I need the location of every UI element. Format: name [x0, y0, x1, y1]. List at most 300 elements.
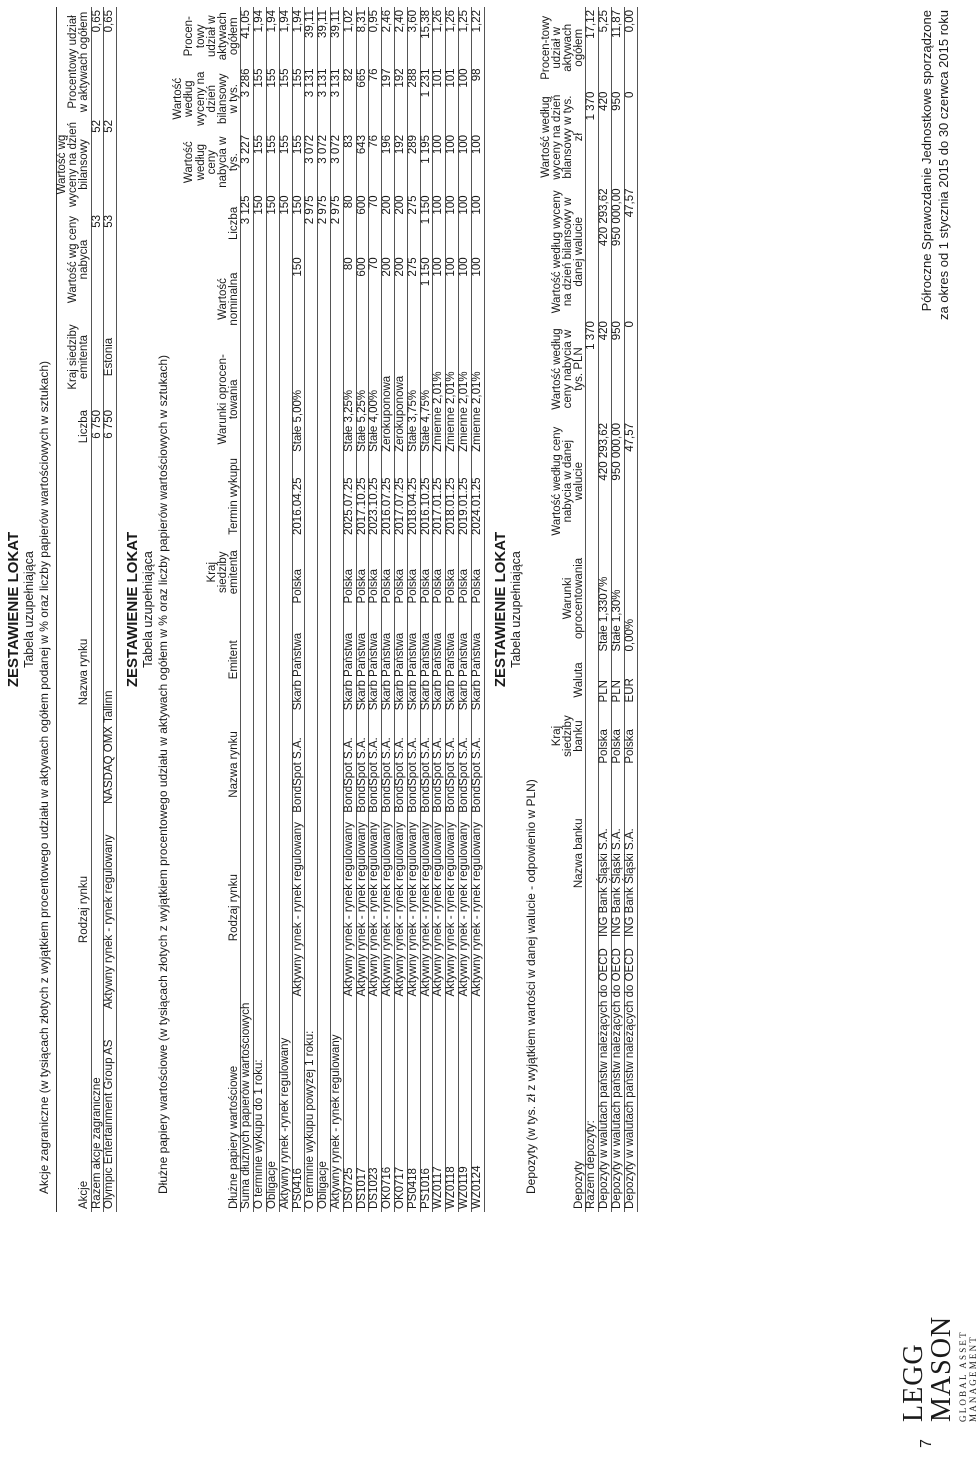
table-cell: 82	[343, 65, 356, 131]
table-cell	[241, 254, 254, 343]
header-cell: Dłużne papiery wartościowe	[173, 1000, 241, 1212]
table-cell: 275	[407, 192, 420, 254]
table-cell	[267, 455, 280, 538]
header-cell: Warunki oprocentowania	[541, 542, 586, 654]
table-cell: 3 125	[241, 192, 254, 254]
table-cell: 2017.10.25	[356, 455, 369, 538]
table-cell: 2024.01.25	[471, 455, 484, 538]
table-cell: 1 370	[586, 318, 599, 420]
table-cell: 197	[382, 65, 395, 131]
table-cell: Skarb Państwa	[343, 606, 356, 713]
table-cell: 950	[611, 318, 624, 420]
table-cell: Aktywny rynek - rynek regulowany	[331, 1000, 344, 1212]
table-cell: 1 370	[586, 89, 599, 186]
table-cell: 41,05	[241, 7, 254, 65]
table-cell: 3 131	[331, 65, 344, 131]
table-cell: PLN	[599, 655, 612, 706]
table-cell: BondSpot S.A.	[433, 713, 446, 816]
table-cell	[305, 816, 318, 1000]
table-cell	[267, 606, 280, 713]
table-cell: 70	[369, 192, 382, 254]
table-cell: 3 286	[241, 65, 254, 131]
header-row	[541, 7, 586, 1212]
table-cell	[279, 816, 292, 1000]
header-cell: Liczba	[173, 192, 241, 254]
table-cell: 2016.07.25	[382, 455, 395, 538]
header-cell: Liczba	[57, 407, 92, 537]
table-cell	[241, 606, 254, 713]
table-cell: 100	[433, 132, 446, 192]
table-cell	[318, 606, 331, 713]
header-cell: Kraj siedziby emitenta	[57, 307, 92, 407]
table-cell	[241, 344, 254, 455]
section-description: Akcje zagraniczne (w tysiącach złotych z wyjątkiem procentowego udziału w aktywach ogółem podanej w % oraz liczby papierów wartościowych w sztukach)	[37, 360, 51, 1194]
table-cell: 76	[369, 65, 382, 131]
table-cell: Aktywny rynek - rynek regulowany	[292, 816, 305, 1000]
table-cell: Polska	[369, 538, 382, 606]
header-cell: Warunki oprocen-towania	[173, 344, 241, 455]
table-cell: Stałe 1,3307%	[599, 542, 612, 654]
table-cell: 155	[254, 132, 267, 192]
table-cell	[267, 816, 280, 1000]
table-cell: Aktywny rynek - rynek regulowany	[343, 816, 356, 1000]
table-row	[318, 7, 331, 1212]
table-cell: Zmienne 2,01%	[458, 344, 471, 455]
table-row	[586, 7, 599, 1212]
header-row	[57, 7, 92, 1212]
table-cell: 47,57	[624, 420, 637, 542]
table-cell: 420	[599, 318, 612, 420]
table-cell: 1,26	[433, 7, 446, 65]
table-cell: 52	[104, 117, 117, 212]
logo-main-text: LEGG MASON	[898, 1315, 957, 1422]
table-cell: Skarb Państwa	[394, 606, 407, 713]
table-cell: 2 975	[318, 192, 331, 254]
deposits-table	[541, 7, 638, 1212]
table-cell: 288	[407, 65, 420, 131]
table-cell	[318, 254, 331, 343]
table-cell: Aktywny rynek - rynek regulowany	[471, 816, 484, 1000]
section-subtitle: Tabela uzupełniająca	[22, 551, 36, 668]
table-cell: BondSpot S.A.	[382, 713, 395, 816]
table-cell: Stałe 3,25%	[343, 344, 356, 455]
table-cell: Aktywny rynek - rynek regulowany	[356, 816, 369, 1000]
header-cell: Procentowy udział w aktywach ogółem	[57, 7, 92, 117]
table-cell: 1,26	[446, 7, 459, 65]
table-cell: Aktywny rynek - rynek regulowany	[104, 807, 117, 1012]
table-cell	[254, 713, 267, 816]
table-cell: 3 227	[241, 132, 254, 192]
table-cell	[267, 344, 280, 455]
section-description: Dłużne papiery wartościowe (w tysiącach złotych z wyjątkiem procentowego udziału w aktywach ogółem w % oraz liczby papierów wartościowych w sztukach)	[156, 354, 171, 1194]
table-body	[241, 7, 484, 1212]
table-cell	[318, 344, 331, 455]
table-cell: 289	[407, 132, 420, 192]
section-foreign-shares	[6, 7, 117, 1212]
table-cell: 643	[356, 132, 369, 192]
table-cell: 192	[394, 132, 407, 192]
table-cell: Skarb Państwa	[458, 606, 471, 713]
table-cell: Aktywny rynek - rynek regulowany	[446, 816, 459, 1000]
table-cell: Razem depozyty:	[586, 940, 599, 1212]
table-cell: 70	[369, 254, 382, 343]
table-cell: 100	[471, 254, 484, 343]
header-cell: Nazwa rynku	[57, 537, 92, 807]
table-cell: Aktywny rynek -rynek regulowany	[279, 1000, 292, 1212]
table-cell: Skarb Państwa	[433, 606, 446, 713]
page-number: 7	[918, 1439, 935, 1448]
table-cell: OK0717	[394, 1000, 407, 1212]
table-cell: 150	[279, 192, 292, 254]
footer-line-2: za okres od 1 stycznia 2015 do 30 czerwca 2015 roku	[936, 10, 951, 321]
table-cell	[279, 538, 292, 606]
table-cell: BondSpot S.A.	[471, 713, 484, 816]
table-cell: Aktywny rynek - rynek regulowany	[394, 816, 407, 1000]
header-cell: Akcje	[57, 1012, 92, 1212]
header-cell: Wartość według ceny nabycia w tys.	[173, 132, 241, 192]
header-cell: Nazwa rynku	[173, 713, 241, 816]
table-cell: Skarb Państwa	[369, 606, 382, 713]
table-cell: Polska	[382, 538, 395, 606]
table-cell: Aktywny rynek - rynek regulowany	[420, 816, 433, 1000]
table-cell: BondSpot S.A.	[369, 713, 382, 816]
table-cell	[586, 542, 599, 654]
table-cell	[305, 254, 318, 343]
table-header	[173, 7, 241, 1212]
table-cell: 6 750	[91, 407, 104, 537]
table-cell: 950	[611, 89, 624, 186]
table-row	[394, 7, 407, 1212]
table-cell: 0	[624, 318, 637, 420]
table-cell: 2,40	[394, 7, 407, 65]
table-cell: Skarb Państwa	[420, 606, 433, 713]
table-cell: 8,31	[356, 7, 369, 65]
table-cell	[254, 254, 267, 343]
table-cell: 600	[356, 254, 369, 343]
header-cell: Waluta	[541, 655, 586, 706]
table-cell: 0,65	[91, 7, 104, 117]
table-cell	[91, 807, 104, 1012]
table-cell: 52	[91, 117, 104, 212]
table-cell	[331, 344, 344, 455]
table-cell: 53	[91, 212, 104, 307]
table-cell: 100	[458, 192, 471, 254]
table-cell: Polska	[471, 538, 484, 606]
table-cell: 39,11	[331, 7, 344, 65]
table-row	[446, 7, 459, 1212]
table-cell: O terminie wykupu do 1 roku:	[254, 1000, 267, 1212]
table-cell: NASDAQ OMX Tallinn	[104, 537, 117, 807]
table-row	[254, 7, 267, 1212]
table-cell: 100	[458, 132, 471, 192]
table-cell: 1,94	[292, 7, 305, 65]
table-cell: 665	[356, 65, 369, 131]
table-row	[471, 7, 484, 1212]
table-cell	[331, 538, 344, 606]
table-cell: Estonia	[104, 307, 117, 407]
table-cell: Skarb Państwa	[446, 606, 459, 713]
table-row	[599, 7, 612, 1212]
table-cell	[241, 455, 254, 538]
table-cell: 155	[267, 132, 280, 192]
table-cell: Razem akcje zagraniczne	[91, 1012, 104, 1212]
table-cell: 1,25	[458, 7, 471, 65]
table-cell: 2018.01.25	[446, 455, 459, 538]
table-cell: ING Bank Śląski S.A.	[624, 767, 637, 940]
table-cell: O terminie wykupu powyżej 1 roku:	[305, 1000, 318, 1212]
table-cell	[267, 713, 280, 816]
table-cell	[305, 538, 318, 606]
table-cell: 11,87	[611, 7, 624, 89]
header-cell: Rodzaj rynku	[173, 816, 241, 1000]
table-cell: Zerokuponowa	[382, 344, 395, 455]
table-cell: Polska	[420, 538, 433, 606]
table-cell: Skarb Państwa	[407, 606, 420, 713]
table-cell: Stałe 3,75%	[407, 344, 420, 455]
table-cell: Zmienne 2,01%	[446, 344, 459, 455]
table-cell	[254, 606, 267, 713]
table-cell	[331, 254, 344, 343]
table-cell: Obligacje	[267, 1000, 280, 1212]
legg-mason-logo	[900, 1252, 978, 1422]
table-cell	[586, 767, 599, 940]
table-cell: Zmienne 2,01%	[433, 344, 446, 455]
table-cell: BondSpot S.A.	[458, 713, 471, 816]
table-cell: 150	[292, 254, 305, 343]
table-cell: Aktywny rynek - rynek regulowany	[369, 816, 382, 1000]
header-cell: Wartość według wyceny na dzień bilansowy w danej walucie	[541, 186, 586, 319]
table-cell: 2018.04.25	[407, 455, 420, 538]
foreign-shares-table	[56, 7, 117, 1212]
table-cell: Stałe 4,75%	[420, 344, 433, 455]
table-cell	[241, 538, 254, 606]
table-cell: ING Bank Śląski S.A.	[611, 767, 624, 940]
table-cell: 100	[458, 254, 471, 343]
table-cell: 0,00	[624, 7, 637, 89]
table-cell: 5,25	[599, 7, 612, 89]
table-row	[279, 7, 292, 1212]
table-cell: 155	[254, 65, 267, 131]
table-cell: 2023.10.25	[369, 455, 382, 538]
header-cell: Kraj siedziby banku	[541, 705, 586, 766]
table-cell: 3 072	[318, 132, 331, 192]
table-cell: Polska	[292, 538, 305, 606]
table-cell	[331, 713, 344, 816]
header-cell: Wartość według wyceny na dzień bilansowy w tys. zł	[541, 89, 586, 186]
table-cell: 200	[382, 192, 395, 254]
table-cell: 150	[292, 192, 305, 254]
table-cell: 2025.07.25	[343, 455, 356, 538]
table-row	[292, 7, 305, 1212]
table-cell: 2017.07.25	[394, 455, 407, 538]
footer-line-1: Półroczne Sprawozdanie Jednostkowe sporządzone	[919, 10, 934, 312]
table-cell: OK0716	[382, 1000, 395, 1212]
table-row	[420, 7, 433, 1212]
table-row	[343, 7, 356, 1212]
table-cell: 275	[407, 254, 420, 343]
table-body	[586, 7, 637, 1212]
table-cell	[586, 420, 599, 542]
table-cell: 3 131	[305, 65, 318, 131]
table-cell: 196	[382, 132, 395, 192]
table-cell	[254, 816, 267, 1000]
table-cell: 2016.04.25	[292, 455, 305, 538]
table-header	[57, 7, 92, 1212]
table-cell: 2,46	[382, 7, 395, 65]
logo-sub-text: GLOBAL ASSET MANAGEMENT	[958, 1330, 978, 1422]
table-cell: 192	[394, 65, 407, 131]
table-cell: EUR	[624, 655, 637, 706]
table-cell: DS1023	[369, 1000, 382, 1212]
header-cell: Kraj siedziby emitenta	[173, 538, 241, 606]
table-cell	[254, 538, 267, 606]
table-cell: Skarb Państwa	[356, 606, 369, 713]
table-cell	[318, 538, 331, 606]
table-cell: 420 293,62	[599, 186, 612, 319]
table-cell: Skarb Państwa	[382, 606, 395, 713]
table-cell: 100	[446, 192, 459, 254]
table-cell: 1,22	[471, 7, 484, 65]
table-cell	[318, 713, 331, 816]
table-cell	[254, 344, 267, 455]
table-cell	[305, 606, 318, 713]
table-cell: 1,94	[254, 7, 267, 65]
content-area	[6, 7, 638, 1212]
table-cell: 15,38	[420, 7, 433, 65]
table-cell: Polska	[446, 538, 459, 606]
table-cell: 200	[382, 254, 395, 343]
table-cell: 150	[267, 192, 280, 254]
table-cell: PS0418	[407, 1000, 420, 1212]
header-cell: Procen-towy udział w aktywach ogółem	[173, 7, 241, 65]
table-cell: Skarb Państwa	[292, 606, 305, 713]
table-row	[458, 7, 471, 1212]
table-row	[267, 7, 280, 1212]
table-cell: 17,12	[586, 7, 599, 89]
table-header	[541, 7, 586, 1212]
table-cell	[586, 655, 599, 706]
table-cell: PLN	[611, 655, 624, 706]
table-cell: Polska	[356, 538, 369, 606]
section-subtitle: Tabela uzupełniająca	[508, 551, 523, 668]
table-cell	[586, 705, 599, 766]
header-cell: Depozyty	[541, 940, 586, 1212]
table-cell	[254, 455, 267, 538]
table-cell	[318, 455, 331, 538]
table-cell: 155	[279, 132, 292, 192]
report-footer	[918, 10, 952, 360]
table-cell: 100	[433, 192, 446, 254]
header-cell: Wartość według ceny nabycia w danej walucie	[541, 420, 586, 542]
table-cell: 1,02	[343, 7, 356, 65]
table-cell: DS0725	[343, 1000, 356, 1212]
table-cell	[331, 455, 344, 538]
header-cell: Nazwa banku	[541, 767, 586, 940]
table-cell: PS1016	[420, 1000, 433, 1212]
table-cell: Aktywny rynek - rynek regulowany	[433, 816, 446, 1000]
table-cell: 0,65	[104, 7, 117, 117]
table-cell: Depozyty w walutach państw należących do OECD	[599, 940, 612, 1212]
table-cell: BondSpot S.A.	[394, 713, 407, 816]
table-cell: Depozyty w walutach państw należących do OECD	[611, 940, 624, 1212]
table-cell: WZ0117	[433, 1000, 446, 1212]
table-cell: 1 150	[420, 192, 433, 254]
table-cell	[91, 307, 104, 407]
table-cell: BondSpot S.A.	[420, 713, 433, 816]
table-row	[104, 7, 117, 1212]
table-cell: BondSpot S.A.	[292, 713, 305, 816]
table-cell: 155	[279, 65, 292, 131]
table-cell: 420 293,62	[599, 420, 612, 542]
debt-securities-table	[173, 7, 484, 1212]
table-cell: 1 231	[420, 65, 433, 131]
table-cell: 98	[471, 65, 484, 131]
table-cell: Polska	[343, 538, 356, 606]
table-cell	[241, 713, 254, 816]
table-cell: BondSpot S.A.	[407, 713, 420, 816]
table-row	[305, 7, 318, 1212]
table-cell: WZ0124	[471, 1000, 484, 1212]
table-cell: Stałe 5,00%	[292, 344, 305, 455]
table-cell: 1,94	[267, 7, 280, 65]
table-row	[382, 7, 395, 1212]
table-cell: Polska	[407, 538, 420, 606]
table-cell: 6 750	[104, 407, 117, 537]
table-cell: 100	[446, 254, 459, 343]
table-cell: 83	[343, 132, 356, 192]
table-row	[241, 7, 254, 1212]
table-cell: Aktywny rynek - rynek regulowany	[382, 816, 395, 1000]
table-cell	[331, 606, 344, 713]
table-cell: Zerokuponowa	[394, 344, 407, 455]
table-cell: Aktywny rynek - rynek regulowany	[407, 816, 420, 1000]
table-cell: Olympic Entertainment Group AS	[104, 1012, 117, 1212]
table-cell: 950 000,00	[611, 186, 624, 319]
table-cell: 1 195	[420, 132, 433, 192]
table-cell	[586, 186, 599, 319]
table-cell: ING Bank Śląski S.A.	[599, 767, 612, 940]
table-row	[369, 7, 382, 1212]
header-cell: Rodzaj rynku	[57, 807, 92, 1012]
table-cell	[318, 816, 331, 1000]
table-body	[91, 7, 117, 1212]
table-cell: Polska	[433, 538, 446, 606]
table-cell	[91, 537, 104, 807]
header-cell: Procen-towy udział w aktywach ogółem	[541, 7, 586, 89]
table-cell: Polska	[458, 538, 471, 606]
table-cell: DS1017	[356, 1000, 369, 1212]
table-row	[91, 7, 104, 1212]
table-cell	[279, 455, 292, 538]
header-cell: Wartość wg ceny nabycia	[57, 212, 92, 307]
table-cell: PS0416	[292, 1000, 305, 1212]
header-cell: Wartość nominalna	[173, 254, 241, 343]
table-cell: 0	[624, 89, 637, 186]
table-cell: 1,94	[279, 7, 292, 65]
table-cell: Obligacje	[318, 1000, 331, 1212]
table-cell: 76	[369, 132, 382, 192]
table-row	[433, 7, 446, 1212]
table-cell: Zmienne 2,01%	[471, 344, 484, 455]
table-cell: WZ0118	[446, 1000, 459, 1212]
header-cell: Wartość według ceny nabycia w tys. PLN	[541, 318, 586, 420]
table-cell	[267, 254, 280, 343]
table-cell: 150	[254, 192, 267, 254]
section-title: ZESTAWIENIE LOKAT	[124, 531, 142, 688]
table-cell: BondSpot S.A.	[446, 713, 459, 816]
table-cell	[279, 606, 292, 713]
table-cell: 100	[471, 132, 484, 192]
